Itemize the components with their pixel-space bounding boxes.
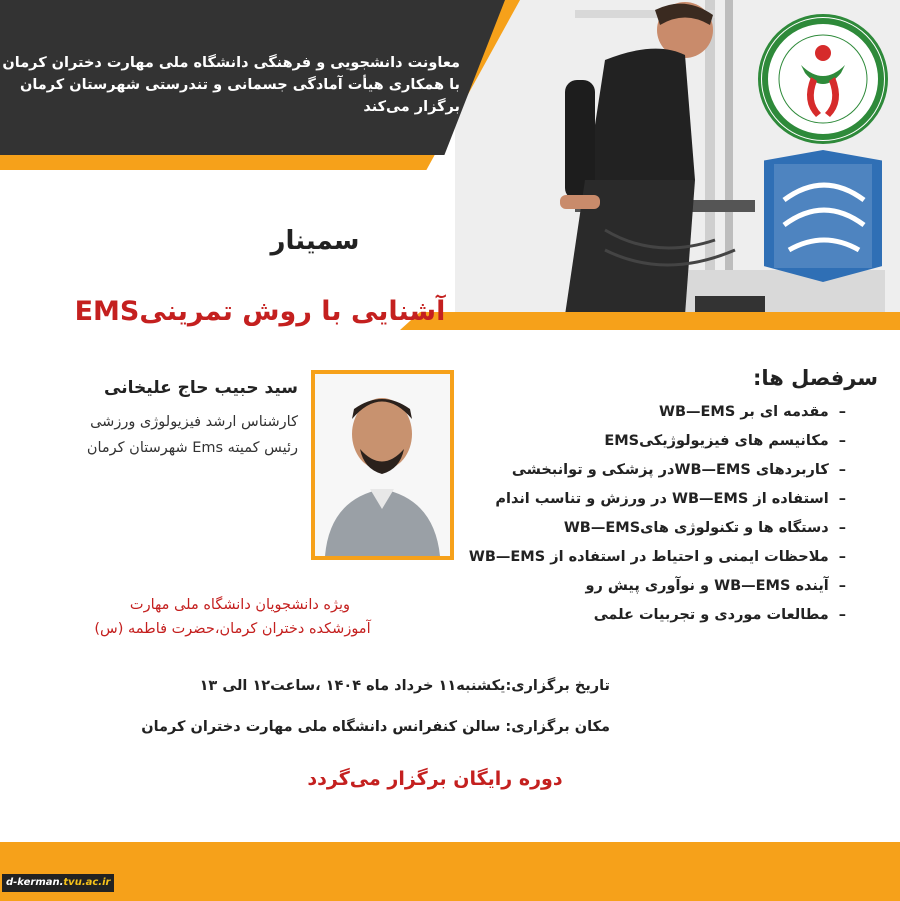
topic-item: –ملاحظات ایمنی و احتیاط در استفاده از WB—EMS xyxy=(468,549,846,565)
header-line-1: معاونت دانشجویی و فرهنگی دانشگاه ملی مهارت دختران کرمان xyxy=(2,55,460,71)
topic-item: –دستگاه ها و تکنولوژی هایWB—EMS xyxy=(563,520,846,536)
watermark-domain: d-kerman. xyxy=(6,877,64,888)
speaker-name: سید حبیب حاج علیخانی xyxy=(104,378,298,398)
speaker-role-2: رئیس کمیته Ems شهرستان کرمان xyxy=(86,440,298,456)
national-skills-university-logo xyxy=(764,150,882,282)
audience-line-2: آموزشکده دختران کرمان،حضرت فاطمه (س) xyxy=(94,621,371,637)
event-place: مکان برگزاری: سالن کنفرانس دانشگاه ملی مهارت دختران کرمان xyxy=(141,719,610,735)
topic-item: –آینده WB—EMS و نوآوری پیش رو xyxy=(585,578,846,594)
topic-item: –استفاده از WB—EMS در ورزش و تناسب اندام xyxy=(495,491,846,507)
topics-title: سرفصل ها: xyxy=(752,366,878,390)
topic-text: ملاحظات ایمنی و احتیاط در استفاده از WB—EMS xyxy=(468,549,829,565)
topic-item: –مقدمه ای بر WB—EMS xyxy=(658,404,846,420)
topic-text: کاربردهای WB—EMSدر پزشکی و توانبخشی xyxy=(511,462,829,478)
topic-list xyxy=(468,398,846,630)
free-course-note: دوره رایگان برگزار می‌گردد xyxy=(307,768,563,790)
topic-text: مکانیسم های فیزیولوژیکیEMS xyxy=(604,433,829,449)
header-line-2: با همکاری هیأت آمادگی جسمانی و تندرستی شهرستان کرمان xyxy=(19,77,460,93)
speaker-photo xyxy=(311,370,454,560)
site-watermark[interactable] xyxy=(2,874,114,892)
university-logo-icon xyxy=(764,150,882,282)
topic-item: –مطالعات موردی و تجربیات علمی xyxy=(593,607,846,623)
footer-bar xyxy=(0,842,900,901)
speaker-role-1: کارشناس ارشد فیزیولوژی ورزشی xyxy=(90,414,298,430)
topic-text: مطالعات موردی و تجربیات علمی xyxy=(593,607,829,623)
topic-item: –کاربردهای WB—EMSدر پزشکی و توانبخشی xyxy=(511,462,846,478)
topic-text: مقدمه ای بر WB—EMS xyxy=(658,404,829,420)
topic-text: آینده WB—EMS و نوآوری پیش رو xyxy=(585,578,829,594)
topic-item: –مکانیسم های فیزیولوژیکیEMS xyxy=(604,433,846,449)
header-line-3: برگزار می‌کند xyxy=(363,99,460,115)
seminar-label: سمینار xyxy=(270,226,360,256)
topic-text: دستگاه ها و تکنولوژی هایWB—EMS xyxy=(563,520,829,536)
physical-fitness-board-logo xyxy=(758,14,888,144)
event-date: تاریخ برگزاری:یکشنبه۱۱ خرداد ماه ۱۴۰۴ ،ساعت۱۲ الی ۱۳ xyxy=(199,678,610,694)
watermark-host: tvu.ac.ir xyxy=(63,877,111,888)
seminar-topic: آشنایی با روش تمرینیEMS xyxy=(74,296,446,327)
fitness-logo-icon xyxy=(761,17,885,141)
photo-underline-band xyxy=(400,312,900,330)
audience-line-1: ویژه دانشجویان دانشگاه ملی مهارت xyxy=(129,597,351,613)
topic-text: استفاده از WB—EMS در ورزش و تناسب اندام xyxy=(495,491,829,507)
header-text xyxy=(2,52,460,118)
speaker-portrait xyxy=(315,374,450,556)
